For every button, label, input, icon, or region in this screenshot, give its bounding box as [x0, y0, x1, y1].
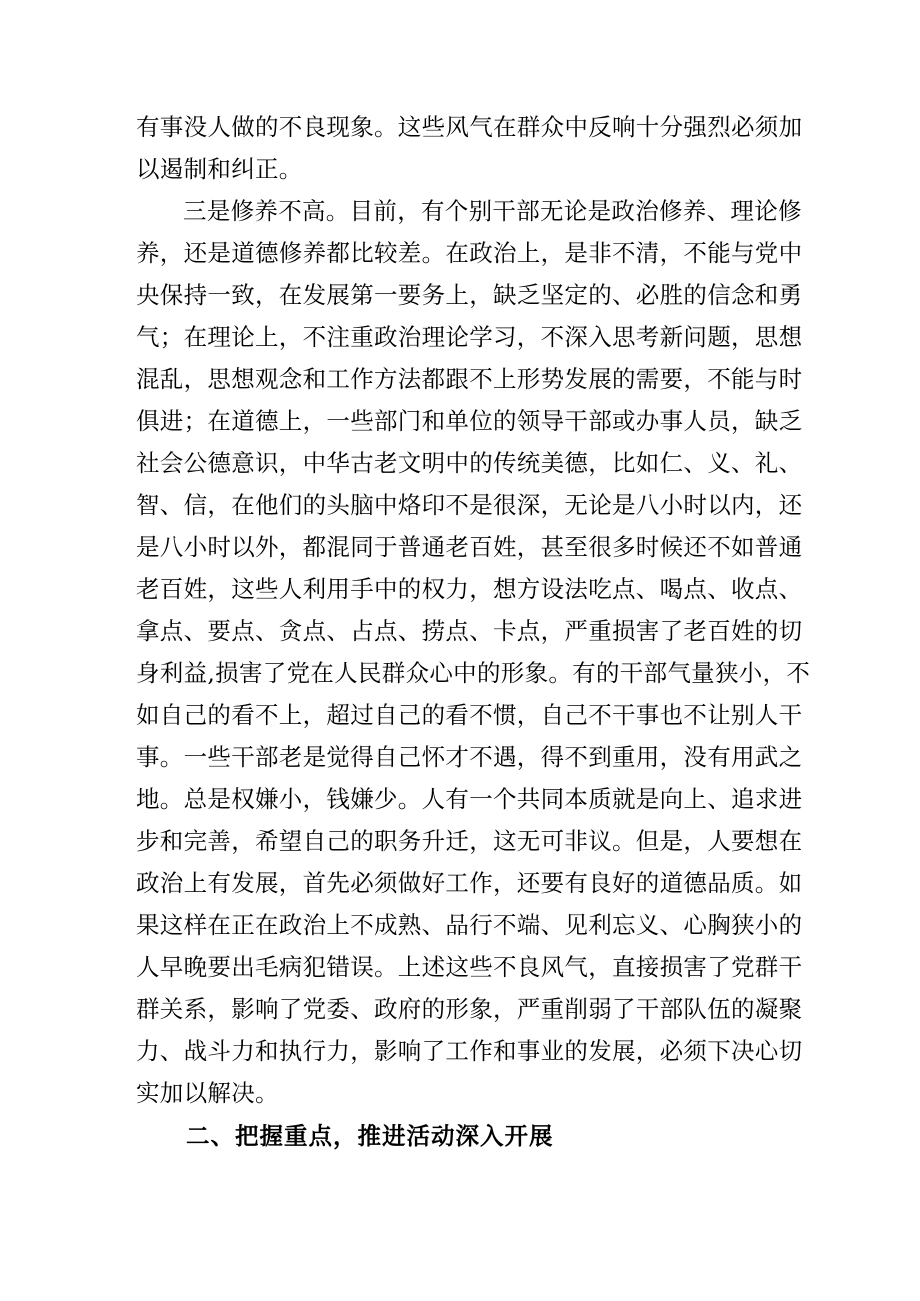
text-line: 力、战斗力和执行力，影响了工作和事业的发展，必须下决心切	[136, 1037, 803, 1065]
text-line: 如自己的看不上，超过自己的看不惯，自己不干事也不让别人干	[136, 701, 803, 729]
text-line: 实加以解决。	[136, 1079, 279, 1107]
text-line: 老百姓，这些人利用手中的权力，想方设法吃点、喝点、收点、	[136, 575, 803, 603]
text-line: 身利益,损害了党在人民群众心中的形象。有的干部气量狭小，不	[136, 659, 811, 687]
text-line: 三是修养不高。目前，有个别干部无论是政治修养、理论修	[183, 197, 802, 225]
text-line: 有事没人做的不良现象。这些风气在群众中反响十分强烈必须加	[136, 113, 803, 141]
text-line: 果这样在正在政治上不成熟、品行不端、见利忘义、心胸狭小的	[136, 911, 803, 939]
text-line: 人早晚要出毛病犯错误。上述这些不良风气，直接损害了党群干	[136, 953, 803, 981]
text-line: 地。总是权嫌小，钱嫌少。人有一个共同本质就是向上、追求进	[136, 785, 803, 813]
text-line: 智、信，在他们的头脑中烙印不是很深，无论是八小时以内，还	[136, 491, 803, 519]
text-line: 俱进；在道德上，一些部门和单位的领导干部或办事人员，缺乏	[136, 407, 803, 435]
text-line: 群关系，影响了党委、政府的形象，严重削弱了干部队伍的凝聚	[136, 995, 803, 1023]
text-line: 气；在理论上，不注重政治理论学习，不深入思考新问题，思想	[136, 323, 803, 351]
text-line: 步和完善，希望自己的职务升迁，这无可非议。但是，人要想在	[136, 827, 803, 855]
text-line: 混乱，思想观念和工作方法都跟不上形势发展的需要，不能与时	[136, 365, 803, 393]
text-line: 政治上有发展，首先必须做好工作，还要有良好的道德品质。如	[136, 869, 803, 897]
text-line: 养，还是道德修养都比较差。在政治上，是非不清，不能与党中	[136, 239, 803, 267]
text-line: 事。一些干部老是觉得自己怀才不遇，得不到重用，没有用武之	[136, 743, 803, 771]
text-line: 社会公德意识，中华古老文明中的传统美德，比如仁、义、礼、	[136, 449, 803, 477]
text-line: 拿点、要点、贪点、占点、捞点、卡点，严重损害了老百姓的切	[136, 617, 803, 645]
text-line: 以遏制和纠正。	[136, 155, 303, 183]
section-heading: 二、把握重点，推进活动深入开展	[186, 1122, 554, 1150]
text-line: 央保持一致，在发展第一要务上，缺乏坚定的、必胜的信念和勇	[136, 281, 803, 309]
text-line: 是八小时以外，都混同于普通老百姓，甚至很多时候还不如普通	[136, 533, 803, 561]
